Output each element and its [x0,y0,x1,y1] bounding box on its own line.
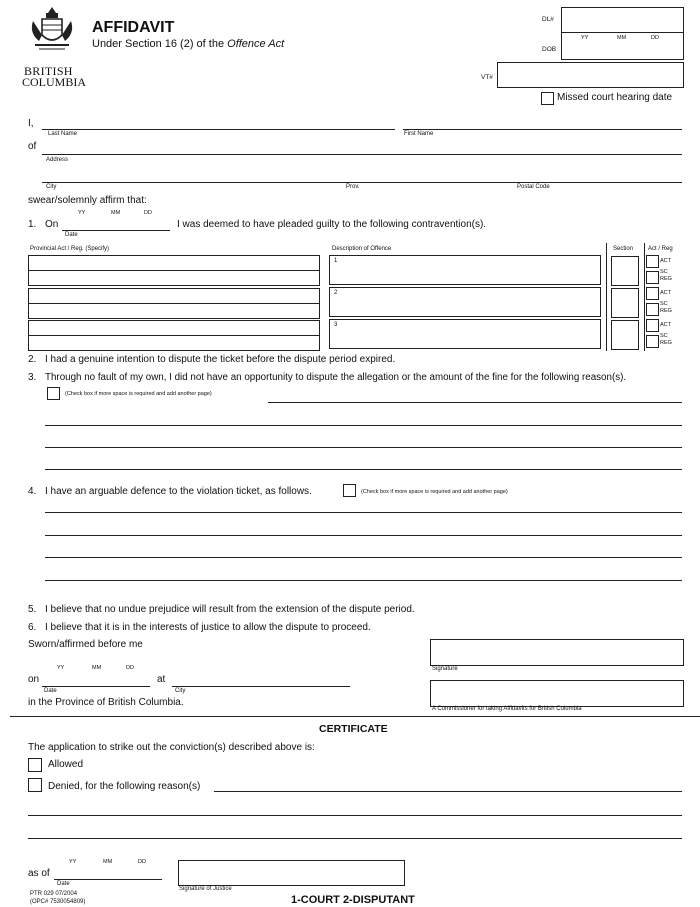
as-of-date-line[interactable] [54,879,162,880]
justice-signature-label: Signature of Justice [179,886,232,892]
item1-date-line[interactable] [62,230,170,231]
table-divider-1 [606,243,607,351]
form-code: PTR 029 07/2004 [30,891,78,897]
item5-number: 5. [28,604,37,615]
reg-checkbox-row2[interactable] [646,303,659,316]
last-name-line[interactable] [42,129,395,130]
missed-court-checkbox[interactable] [541,92,554,105]
section-divider [10,716,700,717]
sworn-on-label: on [28,674,40,685]
item3-reason-line-3[interactable] [45,447,682,448]
act-field-row1b[interactable] [28,270,320,286]
reg-label-row1b: REG [660,276,672,282]
as-of-label: as of [28,868,50,879]
item2-number: 2. [28,354,37,365]
item3-reason-line-2[interactable] [45,425,682,426]
prov-label: Prov. [346,184,360,190]
item1-mm: MM [111,210,121,216]
item4-more-space-checkbox[interactable] [343,484,356,497]
item6-text: I believe that it is in the interests of justice to allow the dispute to proceed. [45,622,371,633]
item5-text: I believe that no undue prejudice will result from the extension of the dispute period. [45,604,415,615]
address-line[interactable] [42,154,682,155]
sworn-date-label: Date [44,688,57,694]
denied-label: Denied, for the following reason(s) [48,781,201,792]
last-name-label: Last Name [48,131,78,137]
sworn-city-label: City [175,688,186,694]
first-name-label: First Name [404,131,434,137]
item4-defence-line-4[interactable] [45,580,682,581]
act-checkbox-row1[interactable] [646,255,659,268]
sworn-dd: DD [126,665,134,671]
item1-dd: DD [144,210,152,216]
allowed-label: Allowed [48,759,84,770]
col-act-label: Provincial Act / Reg. (Specify) [30,246,110,252]
as-of-date-label: Date [57,881,70,887]
denied-reason-line-2[interactable] [28,815,682,816]
section-field-row3[interactable] [611,320,639,350]
item3-reason-line-4[interactable] [45,469,682,470]
item3-more-space-checkbox[interactable] [47,387,60,400]
item3-reason-line-1[interactable] [268,402,682,403]
desc-field-row1[interactable] [329,255,601,285]
copy-distribution: 1-COURT 2-DISPUTANT [291,894,415,906]
page-title: AFFIDAVIT [92,19,175,36]
desc-field-row3[interactable] [329,319,601,349]
reg-label-row3b: REG [660,340,672,346]
i-label: I, [28,118,34,129]
item3-number: 3. [28,372,37,383]
item1-on-label: On [45,219,59,230]
item6-number: 6. [28,622,37,633]
act-label-row2: ACT [660,290,671,296]
item4-text: I have an arguable defence to the violation ticket, as follows. [45,486,312,497]
reg-checkbox-row1[interactable] [646,271,659,284]
denied-reason-line-3[interactable] [28,838,682,839]
section-field-row1[interactable] [611,256,639,286]
sworn-date-line[interactable] [42,686,150,687]
opc-number: (OPC# 7530054809) [30,899,86,905]
commissioner-field[interactable] [430,680,684,707]
page-subtitle [92,38,284,50]
sworn-at-label: at [157,674,166,685]
col-section-label: Section [613,246,634,252]
reg-label-row1a: SC [660,269,668,275]
missed-court-label: Missed court hearing date [557,92,673,103]
allowed-checkbox[interactable] [28,758,42,772]
commissioner-label: A Commissioner for taking Affidavits for British Columbia [432,706,582,712]
subtitle-prefix: Under Section 16 (2) of the [92,38,228,50]
sworn-yy: YY [57,665,65,671]
signature-field[interactable] [430,639,684,666]
reg-label-row2a: SC [660,301,668,307]
act-field-row2[interactable] [28,288,320,304]
of-label: of [28,141,37,152]
vt-label: VT# [481,74,493,81]
denied-reason-line-1[interactable] [214,791,682,792]
sworn-mm: MM [92,665,102,671]
dob-mm: MM [617,35,627,41]
item4-number: 4. [28,486,37,497]
col-desc-label: Description of Offence [332,246,392,252]
dob-label: DOB [542,46,557,53]
desc-field-row2[interactable] [329,287,601,317]
sworn-before-text: Sworn/affirmed before me [28,639,143,650]
desc-row1-number: 1 [334,258,338,264]
act-field-row2b[interactable] [28,303,320,319]
vt-field[interactable] [497,62,684,88]
dob-yy: YY [581,35,589,41]
subtitle-act: Offence Act [227,38,285,50]
desc-row3-number: 3 [334,322,338,328]
logo-line1: BRITISH [24,64,73,78]
reg-label-row3a: SC [660,333,668,339]
city-label: City [46,184,57,190]
desc-row2-number: 2 [334,290,338,296]
city-line[interactable] [42,182,682,183]
item2-text: I had a genuine intention to dispute the ticket before the dispute period expired. [45,354,396,365]
act-checkbox-row3[interactable] [646,319,659,332]
act-checkbox-row2[interactable] [646,287,659,300]
asof-mm: MM [103,859,113,865]
item1-number: 1. [28,219,37,230]
item1-text: I was deemed to have pleaded guilty to the following contravention(s). [177,219,487,230]
col-actreg-label: Act / Reg [648,246,673,252]
asof-yy: YY [69,859,77,865]
item3-check-note: (Check box if more space is required and add another page) [65,391,212,397]
item1-yy: YY [78,210,86,216]
denied-checkbox[interactable] [28,778,42,792]
dl-label: DL# [542,16,554,23]
certificate-title: CERTIFICATE [319,723,388,735]
asof-dd: DD [138,859,146,865]
first-name-line[interactable] [403,129,682,130]
item4-check-note: (Check box if more space is required and add another page) [361,489,508,495]
item3-text: Through no fault of my own, I did not have an opportunity to dispute the allegation or the amount of the fine for the following reason(s). [45,372,627,383]
signature-label: Signature [432,666,458,672]
act-label-row1: ACT [660,258,671,264]
dl-field[interactable] [561,7,684,33]
section-field-row2[interactable] [611,288,639,318]
sworn-city-line[interactable] [172,686,350,687]
postal-code-label: Postal Code [517,184,550,190]
justice-signature-field[interactable] [178,860,405,886]
dob-dd: DD [651,35,659,41]
address-label: Address [46,157,69,163]
logo-line2: COLUMBIA [22,75,87,89]
province-text: in the Province of British Columbia. [28,697,184,708]
act-field-row1[interactable] [28,255,320,271]
item4-defence-line-1[interactable] [45,512,682,513]
act-label-row3: ACT [660,322,671,328]
item4-defence-line-3[interactable] [45,557,682,558]
bc-crest-logo [27,5,77,53]
swear-text: swear/solemnly affirm that: [28,195,147,206]
item1-date-label: Date [65,232,78,238]
item4-defence-line-2[interactable] [45,535,682,536]
reg-label-row2b: REG [660,308,672,314]
reg-checkbox-row3[interactable] [646,335,659,348]
certificate-intro: The application to strike out the conviction(s) described above is: [28,742,315,753]
act-field-row3b[interactable] [28,335,320,351]
table-divider-2 [644,243,645,351]
act-field-row3[interactable] [28,320,320,336]
